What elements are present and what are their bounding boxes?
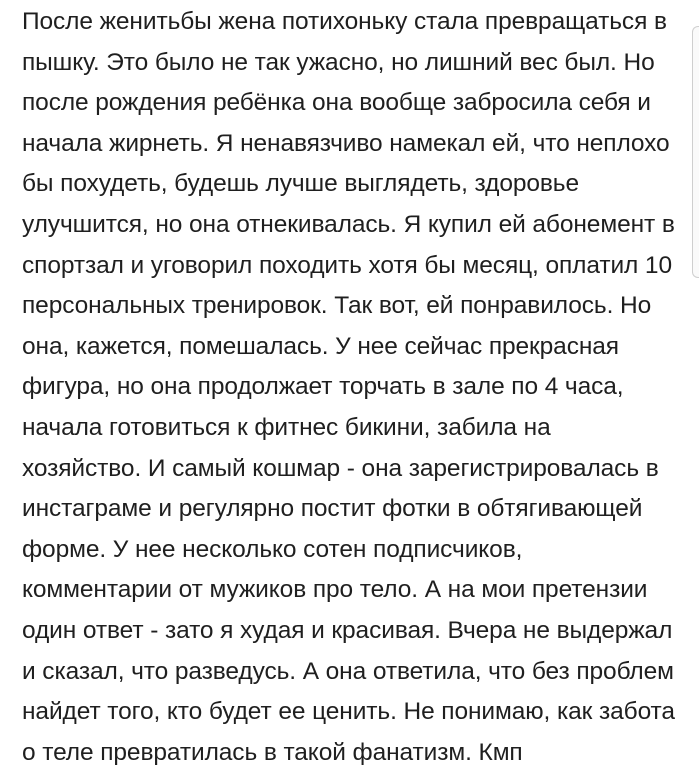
text-line: после рождения ребёнка она вообще забросила себя и bbox=[22, 89, 651, 117]
text-line: хозяйство. И самый кошмар - она зарегистрировалась в bbox=[22, 454, 659, 482]
text-line: комментарии от мужиков про тело. А на мои претензии bbox=[22, 576, 648, 604]
scrollbar[interactable] bbox=[692, 0, 700, 784]
text-line: о теле превратилась в такой фанатизм. Кмп bbox=[22, 738, 523, 766]
text-line: один ответ - зато я худая и красивая. Вчера не выдержал bbox=[22, 616, 673, 644]
text-line: улучшится, но она отнекивалась. Я купил ей абонемент в bbox=[22, 210, 675, 238]
text-line: спортзал и уговорил походить хотя бы месяц, оплатил 10 bbox=[22, 251, 672, 279]
text-line: найдет того, кто будет ее ценить. Не понимаю, как забота bbox=[22, 698, 675, 726]
text-line: и сказал, что разведусь. А она ответила, что без проблем bbox=[22, 657, 674, 685]
text-line: пышку. Это было не так ужасно, но лишний вес был. Но bbox=[22, 48, 655, 76]
text-line: она, кажется, помешалась. У нее сейчас прекрасная bbox=[22, 332, 619, 360]
text-line: начала готовиться к фитнес бикини, забила на bbox=[22, 413, 551, 441]
text-line: персональных тренировок. Так вот, ей понравилось. Но bbox=[22, 292, 652, 320]
text-line: фигура, но она продолжает торчать в зале по 4 часа, bbox=[22, 373, 624, 401]
text-line: форме. У нее несколько сотен подписчиков, bbox=[22, 535, 523, 563]
text-line: инстаграме и регулярно постит фотки в обтягивающей bbox=[22, 495, 643, 523]
text-line: бы похудеть, будешь лучше выглядеть, здоровье bbox=[22, 170, 580, 198]
text-line: После женитьбы жена потихоньку стала превращаться в bbox=[22, 8, 667, 35]
scrollbar-thumb[interactable] bbox=[692, 26, 699, 278]
text-line: начала жирнеть. Я ненавязчиво намекал ей, что неплохо bbox=[22, 129, 670, 157]
